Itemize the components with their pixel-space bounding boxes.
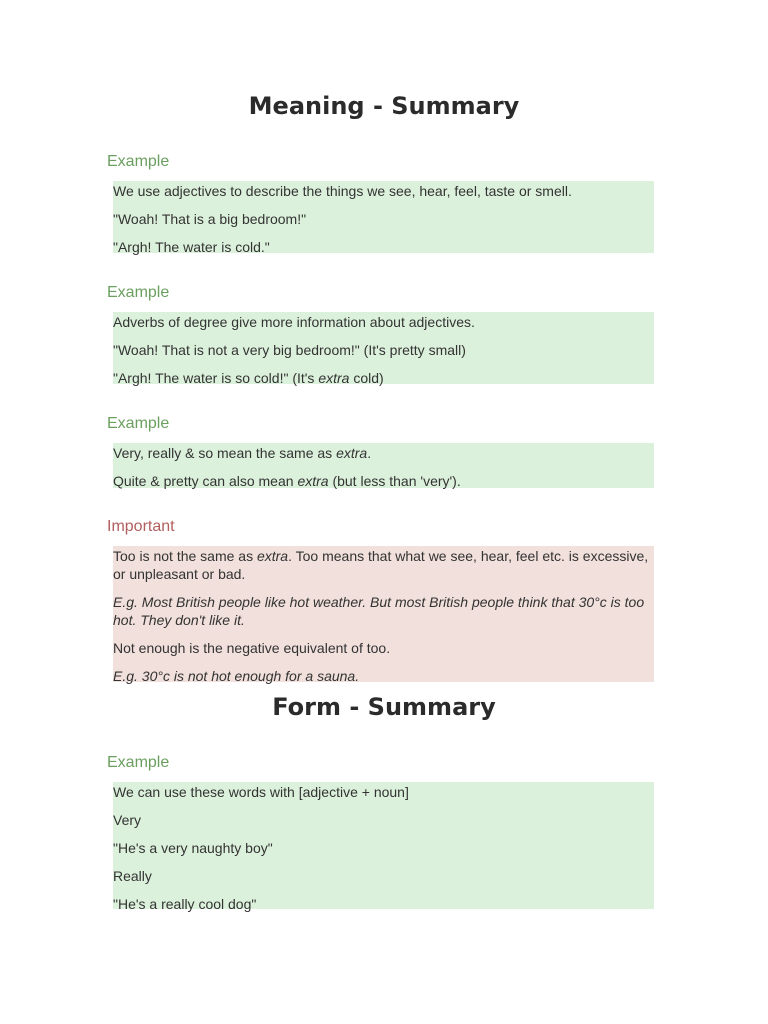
important-label: Important xyxy=(107,518,175,535)
text-line: Adverbs of degree give more information about adjectives. xyxy=(113,314,475,330)
text-line: "He's a really cool dog" xyxy=(113,896,257,912)
emphasis-text: extra xyxy=(318,370,350,386)
example-sentence: E.g. Most British people like hot weather. But most British people think that 30°c is too hot. They don't like it. xyxy=(113,594,645,628)
text-span: (but less than 'very'). xyxy=(328,473,461,489)
text-line: Very xyxy=(113,812,142,828)
text-line: "Woah! That is a big bedroom!" xyxy=(113,211,307,227)
example-box xyxy=(113,312,654,384)
text-line xyxy=(113,369,654,386)
emphasis-text: extra xyxy=(256,548,289,564)
text-line: "Argh! The water is cold." xyxy=(113,239,270,255)
emphasis-text: extra xyxy=(336,445,368,461)
text-line: We use adjectives to describe the things we see, hear, feel, taste or smell. xyxy=(113,183,572,199)
text-span: Too is not the same as xyxy=(113,548,257,564)
text-line xyxy=(113,444,654,461)
example-label: Example xyxy=(107,284,170,301)
text-span: cold) xyxy=(349,370,384,386)
emphasis-text: extra xyxy=(297,473,329,489)
example-box xyxy=(113,181,654,253)
text-span: Quite & pretty can also mean xyxy=(113,473,298,489)
text-span: Very, really & so mean the same as xyxy=(113,445,337,461)
text-line: "Woah! That is not a very big bedroom!" (It's pretty small) xyxy=(113,342,466,358)
meaning-summary-title: Meaning - Summary xyxy=(248,92,520,120)
text-line xyxy=(113,472,654,489)
example-box xyxy=(113,782,654,912)
text-line: We can use these words with [adjective + noun] xyxy=(113,784,409,800)
example-label: Example xyxy=(107,754,170,771)
text-span: . Too means that what we see, hear, feel etc. is excessive, or unpleasant or bad. xyxy=(113,548,649,582)
text-line: Really xyxy=(113,868,152,884)
important-box xyxy=(113,546,654,682)
text-line xyxy=(113,546,654,583)
example-box xyxy=(113,443,654,488)
example-sentence: E.g. 30°c is not hot enough for a sauna. xyxy=(113,668,360,684)
example-label: Example xyxy=(107,153,170,170)
text-span: "Argh! The water is so cold!" (It's xyxy=(113,370,319,386)
form-summary-title: Form - Summary xyxy=(272,693,496,721)
example-label: Example xyxy=(107,415,170,432)
text-line: "He's a very naughty boy" xyxy=(113,840,273,856)
text-line: Not enough is the negative equivalent of too. xyxy=(113,640,391,656)
text-span: . xyxy=(367,445,372,461)
